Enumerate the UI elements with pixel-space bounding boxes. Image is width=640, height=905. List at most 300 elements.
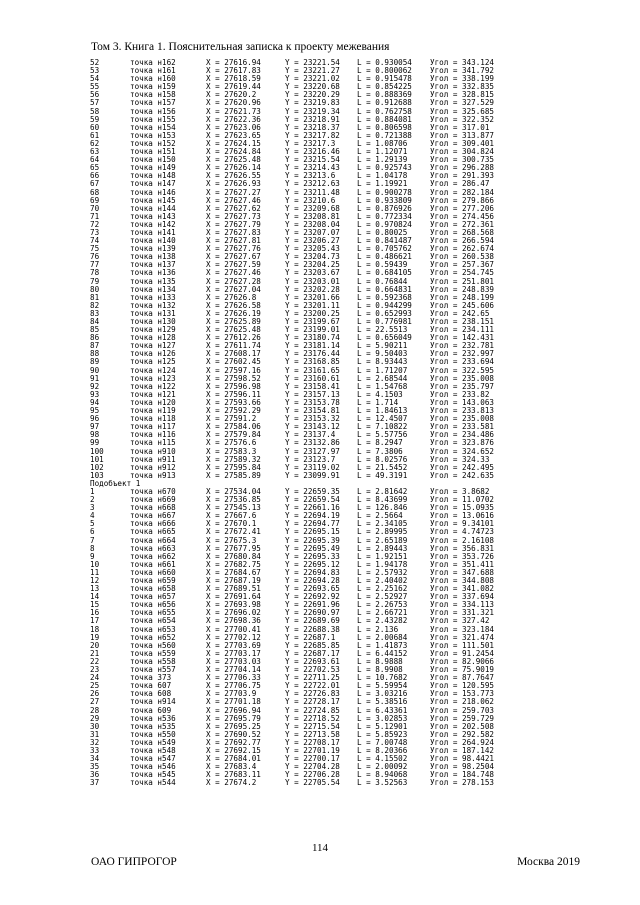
y-coordinate: Y = 22685.85 [285,640,340,650]
point-name: точка н654 [130,616,176,626]
y-coordinate: Y = 23203.67 [285,268,340,278]
point-name: точка н133 [130,292,176,302]
point-name: точка н135 [130,276,176,286]
row-number: 71 [90,211,100,221]
point-name: точка н116 [130,430,176,440]
row-number: 79 [90,276,100,286]
angle-value: Угол = 242.65 [430,308,490,318]
row-number: 69 [90,195,100,205]
point-name: точка н655 [130,608,176,618]
angle-value: Угол = 323.876 [430,438,495,448]
y-coordinate: Y = 22726.83 [285,689,340,699]
y-coordinate: Y = 23158.41 [285,381,340,391]
segment-length: L = 1.714 [357,397,399,407]
angle-value: Угол = 260.538 [430,252,495,262]
x-coordinate: X = 27593.66 [206,397,261,407]
point-name: точка н659 [130,576,176,585]
row-number: 36 [90,770,100,780]
row-number: 68 [90,187,100,197]
point-name: точка н142 [130,219,176,229]
row-number: 84 [90,317,100,326]
x-coordinate: X = 27684.01 [206,754,261,764]
y-coordinate: Y = 22688.38 [285,624,340,634]
point-name: точка н652 [130,632,176,642]
x-coordinate: X = 27691.64 [206,592,261,602]
angle-value: Угол = 202.508 [430,721,495,731]
y-coordinate: Y = 22693.65 [285,584,340,594]
y-coordinate: Y = 23220.68 [285,82,340,92]
angle-value: Угол = 218.062 [430,697,495,707]
angle-value: Угол = 331.321 [430,608,495,618]
y-coordinate: Y = 23153.32 [285,414,340,424]
x-coordinate: X = 27620.96 [206,98,261,108]
row-number: 17 [90,616,100,626]
point-name: точка н148 [130,171,176,181]
point-name: точка н145 [130,195,176,205]
segment-length: L = 0.933809 [357,195,412,205]
x-coordinate: X = 27684.67 [206,567,261,577]
y-coordinate: Y = 23219.83 [285,98,340,108]
y-coordinate: Y = 23160.61 [285,373,340,383]
y-coordinate: Y = 23119.02 [285,462,340,472]
point-name: точка н120 [130,397,176,407]
segment-length: L = 1.08706 [357,138,408,148]
y-coordinate: Y = 23127.97 [285,446,340,456]
row-number: 83 [90,308,100,318]
y-coordinate: Y = 23123.7 [285,454,336,464]
angle-value: Угол = 251.801 [430,276,495,286]
point-name: точка н151 [130,147,176,157]
point-name: точка н661 [130,559,176,569]
point-name: точка н547 [130,754,176,764]
segment-length: L = 126.846 [357,503,408,513]
segment-length: L = 0.888369 [357,90,412,100]
angle-value: Угол = 332.835 [430,82,495,92]
x-coordinate: X = 27625.48 [206,325,261,335]
x-coordinate: X = 27602.45 [206,357,261,367]
row-number: 10 [90,559,100,569]
segment-length: L = 22.5513 [357,325,408,335]
point-name: точка н911 [130,454,176,464]
angle-value: Угол = 13.0616 [430,511,495,521]
x-coordinate: X = 27592.29 [206,406,261,416]
y-coordinate: Y = 23211.48 [285,187,340,197]
row-number: 26 [90,689,100,699]
point-name: точка н662 [130,551,176,561]
point-name: точка н149 [130,163,176,173]
angle-value: Угол = 153.773 [430,689,495,699]
y-coordinate: Y = 23137.4 [285,430,336,440]
point-name: точка н134 [130,284,176,294]
point-name: точка н115 [130,438,176,448]
y-coordinate: Y = 23213.6 [285,171,336,181]
point-name: точка н670 [130,486,176,496]
segment-length: L = 0.944299 [357,300,412,310]
point-name: точка н119 [130,406,176,416]
angle-value: Угол = 259.703 [430,705,495,715]
row-number: 27 [90,697,100,707]
segment-length: L = 0.721388 [357,130,412,140]
x-coordinate: X = 27623.65 [206,130,261,140]
point-name: точка н162 [130,58,176,67]
y-coordinate: Y = 22713.58 [285,729,340,739]
row-number: 63 [90,147,100,157]
x-coordinate: X = 27701.18 [206,697,261,707]
angle-value: Угол = 327.42 [430,616,490,626]
x-coordinate: X = 27627.73 [206,211,261,221]
y-coordinate: Y = 23216.46 [285,147,340,157]
x-coordinate: X = 27626.55 [206,171,261,181]
y-coordinate: Y = 23202.28 [285,284,340,294]
y-coordinate: Y = 22704.28 [285,762,340,772]
angle-value: Угол = 356.831 [430,543,495,553]
row-number: 74 [90,236,100,246]
row-number: 97 [90,422,100,432]
point-name: точка н660 [130,567,176,577]
y-coordinate: Y = 22724.85 [285,705,340,715]
segment-length: L = 3.02853 [357,713,408,723]
point-name: точка н558 [130,656,176,666]
point-name: точка н910 [130,446,176,456]
row-number: 18 [90,624,100,634]
x-coordinate: X = 27622.36 [206,114,261,124]
x-coordinate: X = 27579.84 [206,430,261,440]
y-coordinate: Y = 23199.01 [285,325,340,335]
angle-value: Угол = 233.82 [430,389,490,399]
angle-value: Угол = 257.367 [430,260,495,270]
row-number: 76 [90,252,100,262]
x-coordinate: X = 27667.6 [206,511,257,521]
point-name: точка н158 [130,90,176,100]
row-number: 96 [90,414,100,424]
x-coordinate: X = 27627.28 [206,276,261,286]
y-coordinate: Y = 22694.77 [285,519,340,529]
y-coordinate: Y = 22702.53 [285,665,340,675]
segment-length: L = 8.94068 [357,770,408,780]
segment-length: L = 0.900278 [357,187,412,197]
x-coordinate: X = 27534.04 [206,486,261,496]
segment-length: L = 2.81642 [357,486,408,496]
angle-value: Угол = 233.581 [430,422,495,432]
row-number: 2 [90,495,95,505]
angle-value: Угол = 344.808 [430,576,495,585]
segment-length: L = 0.776981 [357,317,412,326]
x-coordinate: X = 27627.83 [206,227,261,237]
x-coordinate: X = 27698.36 [206,616,261,626]
row-number: 102 [90,462,104,472]
point-name: точка н124 [130,365,176,375]
angle-value: Угол = 232.997 [430,349,495,359]
angle-value: Угол = 309.401 [430,138,495,148]
point-name: точка н560 [130,640,176,650]
row-number: 31 [90,729,100,739]
segment-length: L = 5.57756 [357,430,408,440]
angle-value: Угол = 82.9066 [430,656,495,666]
row-number: 70 [90,203,100,213]
point-name: точка н665 [130,527,176,537]
row-number: 55 [90,82,100,92]
y-coordinate: Y = 23217.82 [285,130,340,140]
segment-length: L = 2.25162 [357,584,408,594]
segment-length: L = 1.12071 [357,147,408,157]
x-coordinate: X = 27596.11 [206,389,261,399]
point-name: точка н147 [130,179,176,189]
row-number: 91 [90,373,100,383]
row-number: 54 [90,74,100,84]
section-main-points [90,58,495,480]
x-coordinate: X = 27683.11 [206,770,261,780]
y-coordinate: Y = 22659.54 [285,495,340,505]
segment-length: L = 6.44152 [357,648,408,658]
point-name: точка н122 [130,381,176,391]
row-number: 1 [90,486,95,496]
row-number: 66 [90,171,100,181]
angle-value: Угол = 248.839 [430,284,495,294]
row-number: 75 [90,244,100,254]
row-number: 93 [90,389,100,399]
point-name: точка н138 [130,252,176,262]
segment-length: L = 5.90211 [357,341,408,351]
angle-value: Угол = 111.501 [430,640,495,650]
point-name: точка н544 [130,778,176,788]
row-number: 35 [90,762,100,772]
x-coordinate: X = 27624.15 [206,138,261,148]
y-coordinate: Y = 23099.91 [285,470,340,480]
y-coordinate: Y = 23214.43 [285,163,340,173]
segment-length: L = 0.656049 [357,333,412,343]
point-name: точка н669 [130,495,176,505]
point-name: точка н150 [130,155,176,165]
y-coordinate: Y = 23154.81 [285,406,340,416]
row-number: 7 [90,535,95,545]
segment-length: L = 2.52927 [357,592,408,602]
row-number: 37 [90,778,100,788]
point-name: точка н161 [130,66,176,76]
row-number: 13 [90,584,100,594]
row-number: 64 [90,155,100,165]
angle-value: Угол = 286.47 [430,179,490,189]
row-number: 65 [90,163,100,173]
row-number: 53 [90,66,100,76]
y-coordinate: Y = 22687.17 [285,648,340,658]
row-number: 80 [90,284,100,294]
y-coordinate: Y = 22690.97 [285,608,340,618]
segment-length: L = 0.486621 [357,252,412,262]
segment-length: L = 8.2947 [357,438,403,448]
row-number: 100 [90,446,104,456]
y-coordinate: Y = 23168.85 [285,357,340,367]
point-name: точка н160 [130,74,176,84]
point-name: точка н121 [130,389,176,399]
x-coordinate: X = 27625.48 [206,155,261,165]
segment-length: L = 0.592368 [357,292,412,302]
segment-length: L = 3.03216 [357,689,408,699]
x-coordinate: X = 27706.75 [206,681,261,691]
angle-value: Угол = 272.361 [430,219,495,229]
row-number: 78 [90,268,100,278]
point-name: точка н559 [130,648,176,658]
angle-value: Угол = 347.688 [430,567,495,577]
row-number: 92 [90,381,100,391]
angle-value: Угол = 341.082 [430,584,495,594]
angle-value: Угол = 324.33 [430,454,490,464]
point-name: точка н140 [130,236,176,246]
segment-length: L = 8.93443 [357,357,408,367]
angle-value: Угол = 268.568 [430,227,495,237]
angle-value: Угол = 9.34101 [430,519,495,529]
segment-length: L = 5.59954 [357,681,408,691]
angle-value: Угол = 238.151 [430,317,495,326]
x-coordinate: X = 27623.06 [206,122,261,132]
x-coordinate: X = 27625.89 [206,317,261,326]
angle-value: Угол = 300.735 [430,155,495,165]
segment-length: L = 1.19921 [357,179,408,189]
angle-value: Угол = 304.824 [430,147,495,157]
segment-length: L = 8.20366 [357,745,408,755]
segment-length: L = 6.43361 [357,705,408,715]
row-number: 103 [90,470,104,480]
point-name: точка н136 [130,268,176,278]
angle-value: Угол = 234.486 [430,430,495,440]
y-coordinate: Y = 23201.11 [285,300,340,310]
point-name: точка н118 [130,414,176,424]
coordinates-table [90,58,495,788]
point-name: точка н129 [130,325,176,335]
segment-length: L = 49.3191 [357,470,408,480]
x-coordinate: X = 27695.79 [206,713,261,723]
x-coordinate: X = 27576.6 [206,438,257,448]
angle-value: Угол = 11.0702 [430,495,495,505]
x-coordinate: X = 27693.98 [206,600,261,610]
point-name: точка н536 [130,713,176,723]
x-coordinate: X = 27695.25 [206,721,261,731]
y-coordinate: Y = 23204.73 [285,252,340,262]
x-coordinate: X = 27677.95 [206,543,261,553]
point-name: точка 608 [130,689,172,699]
segment-length: L = 2.00684 [357,632,408,642]
angle-value: Угол = 233.694 [430,357,495,367]
y-coordinate: Y = 22695.39 [285,535,340,545]
angle-value: Угол = 15.0935 [430,503,495,513]
segment-length: L = 9.50403 [357,349,408,359]
row-number: 59 [90,114,100,124]
y-coordinate: Y = 23215.54 [285,155,340,165]
angle-value: Угол = 254.745 [430,268,495,278]
x-coordinate: X = 27536.85 [206,495,261,505]
x-coordinate: X = 27672.41 [206,527,261,537]
point-name: точка н154 [130,122,176,132]
segment-length: L = 4.1503 [357,389,403,399]
segment-length: L = 2.66721 [357,608,408,618]
y-coordinate: Y = 22687.1 [285,632,336,642]
segment-length: L = 8.02576 [357,454,408,464]
y-coordinate: Y = 23161.65 [285,365,340,375]
row-number: 29 [90,713,100,723]
x-coordinate: X = 27626.14 [206,163,261,173]
table-row [90,470,495,480]
row-number: 81 [90,292,100,302]
point-name: точка н141 [130,227,176,237]
table-row [90,778,495,788]
segment-length: L = 2.136 [357,624,399,634]
point-name: точка н132 [130,300,176,310]
angle-value: Угол = 266.594 [430,236,495,246]
segment-length: L = 2.89995 [357,527,408,537]
angle-value: Угол = 142.431 [430,333,495,343]
segment-length: L = 0.930054 [357,58,412,67]
row-number: 73 [90,227,100,237]
x-coordinate: X = 27617.83 [206,66,261,76]
segment-length: L = 2.65189 [357,535,408,545]
y-coordinate: Y = 23153.78 [285,397,340,407]
row-number: 57 [90,98,100,108]
x-coordinate: X = 27591.2 [206,414,257,424]
row-number: 32 [90,737,100,747]
y-coordinate: Y = 23205.43 [285,244,340,254]
row-number: 61 [90,130,100,140]
y-coordinate: Y = 23206.27 [285,236,340,246]
segment-length: L = 0.884081 [357,114,412,124]
row-number: 14 [90,592,100,602]
footer-city-year: Москва 2019 [517,856,580,868]
x-coordinate: X = 27703.69 [206,640,261,650]
segment-length: L = 2.5664 [357,511,403,521]
x-coordinate: X = 27621.73 [206,106,261,116]
segment-length: L = 0.841487 [357,236,412,246]
y-coordinate: Y = 23208.81 [285,211,340,221]
angle-value: Угол = 324.652 [430,446,495,456]
y-coordinate: Y = 23203.01 [285,276,340,286]
x-coordinate: X = 27616.94 [206,58,261,67]
row-number: 82 [90,300,100,310]
x-coordinate: X = 27626.19 [206,308,261,318]
point-name: точка н153 [130,130,176,140]
angle-value: Угол = 245.606 [430,300,495,310]
point-name: точка н144 [130,203,176,213]
segment-length: L = 8.9888 [357,656,403,666]
x-coordinate: X = 27585.89 [206,470,261,480]
y-coordinate: Y = 23201.66 [285,292,340,302]
angle-value: Угол = 3.8682 [430,486,490,496]
angle-value: Угол = 321.474 [430,632,495,642]
segment-length: L = 1.54768 [357,381,408,391]
angle-value: Угол = 184.748 [430,770,495,780]
segment-length: L = 1.71207 [357,365,408,375]
angle-value: Угол = 317.01 [430,122,490,132]
angle-value: Угол = 351.411 [430,559,495,569]
y-coordinate: Y = 22695.12 [285,559,340,569]
section-subobject-points [90,486,495,788]
y-coordinate: Y = 23218.37 [285,122,340,132]
x-coordinate: X = 27612.26 [206,333,261,343]
row-number: 95 [90,406,100,416]
point-name: точка н656 [130,600,176,610]
y-coordinate: Y = 23209.68 [285,203,340,213]
segment-length: L = 0.925743 [357,163,412,173]
y-coordinate: Y = 22715.54 [285,721,340,731]
x-coordinate: X = 27627.04 [206,284,261,294]
x-coordinate: X = 27624.84 [206,147,261,157]
y-coordinate: Y = 23220.29 [285,90,340,100]
row-number: 72 [90,219,100,229]
segment-length: L = 0.762758 [357,106,412,116]
angle-value: Угол = 75.9019 [430,665,495,675]
point-name: точка н131 [130,308,176,318]
segment-length: L = 2.43282 [357,616,408,626]
row-number: 99 [90,438,100,448]
point-name: точка н664 [130,535,176,545]
point-name: точка н155 [130,114,176,124]
